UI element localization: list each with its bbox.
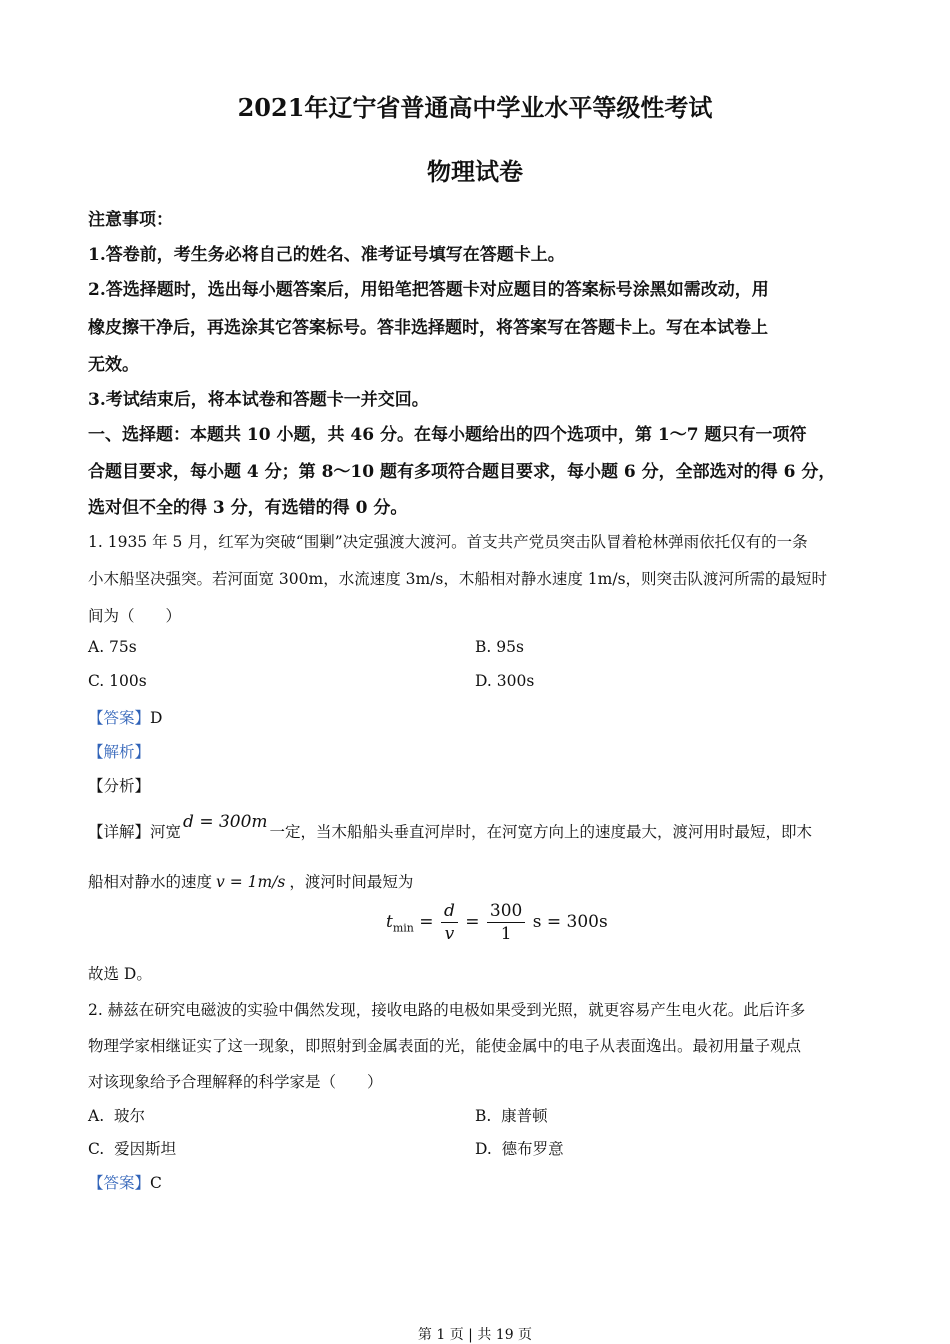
notice-item-3: 3.考试结束后，将本试卷和答题卡一并交回。 (88, 390, 429, 410)
formula-t-subscript: min (392, 921, 414, 935)
formula-fraction-d-over-v (441, 900, 458, 945)
formula-numerator-d: d (441, 900, 458, 923)
q1-answer (88, 706, 162, 728)
exam-subtitle: 物理试卷 (427, 157, 523, 186)
q2-answer-tag: 【答案】 (88, 1174, 151, 1192)
q2-option-c: C. 爱因斯坦 (88, 1140, 177, 1158)
formula-denominator-1: 1 (500, 924, 512, 944)
q1-formula (386, 900, 608, 945)
formula-equals-2: = (465, 912, 480, 932)
q1-detail-text-c: 船相对静水的速度 (88, 873, 213, 891)
q1-detail-text-a: 河宽 (150, 823, 182, 841)
q1-detail-text-b: 一定，当木船船头垂直河岸时，在河宽方向上的速度最大，渡河用时最短，即木 (269, 823, 813, 841)
q2-option-b: B. 康普顿 (475, 1107, 548, 1125)
q1-detail-text-d: ，渡河时间最短为 (289, 873, 414, 891)
q1-answer-tag: 【答案】 (88, 709, 151, 727)
q1-detail-line-1 (88, 812, 813, 842)
formula-fraction-300-over-1 (487, 900, 525, 945)
q2-stem-line-2: 物理学家相继证实了这一现象，即照射到金属表面的光，能使金属中的电子从表面逸出。最初用量子观点 (88, 1037, 802, 1055)
q1-stem-line-2: 小木船坚决强突。若河面宽 300m，水流速度 3m/s，木船相对静水速度 1m/s，则突击队渡河所需的最短时 (88, 570, 828, 588)
q2-option-d: D. 德布罗意 (475, 1140, 564, 1158)
exam-title: 2021年辽宁省普通高中学业水平等级性考试 (237, 93, 713, 122)
q1-stem-line-1: 1. 1935 年 5 月，红军为突破“围剿”决定强渡大渡河。首支共产党员突击队冒着枪林弹雨依托仅有的一条 (88, 533, 808, 551)
notice-item-2-line-2: 橡皮擦干净后，再选涂其它答案标号。答非选择题时，将答案写在答题卡上。写在本试卷上 (88, 318, 768, 338)
q1-conclusion: 故选 D。 (88, 965, 152, 983)
q1-detail-math-width: d = 300m (183, 812, 268, 832)
section-1-line-3: 选对但不全的得 3 分，有选错的得 0 分。 (88, 498, 408, 518)
q1-option-a: A. 75s (88, 638, 137, 656)
q1-option-b: B. 95s (475, 638, 524, 656)
q2-answer-value: C (150, 1174, 162, 1192)
formula-result: s = 300s (532, 912, 608, 932)
notice-item-2-line-1: 2.答选择题时，选出每小题答案后，用铅笔把答题卡对应题目的答案标号涂黑如需改动，用 (88, 280, 769, 300)
q1-stem-line-3: 间为（ ） (88, 607, 182, 625)
notice-item-2-line-3: 无效。 (88, 355, 139, 375)
q1-detail-line-2 (88, 870, 413, 892)
section-1-line-2: 合题目要求，每小题 4 分；第 8～10 题有多项符合题目要求，每小题 6 分，全部选对的得 6 分， (88, 462, 836, 482)
q1-answer-value: D (150, 709, 163, 727)
q2-answer (88, 1171, 162, 1193)
section-1-line-1: 一、选择题：本题共 10 小题，共 46 分。在每小题给出的四个选项中，第 1～7 题只有一项符 (88, 425, 807, 445)
formula-denominator-v: v (444, 924, 455, 944)
notice-heading: 注意事项： (88, 210, 173, 230)
q2-option-a: A. 玻尔 (88, 1107, 145, 1125)
q1-analysis-tag: 【解析】 (88, 743, 151, 761)
formula-equals-1: = (419, 912, 434, 932)
q2-stem-line-3: 对该现象给予合理解释的科学家是（ ） (88, 1073, 383, 1091)
formula-t: t (386, 912, 393, 932)
q1-detail-tag: 【详解】 (88, 823, 151, 841)
q1-option-c: C. 100s (88, 672, 147, 690)
formula-numerator-300: 300 (487, 900, 525, 923)
q2-stem-line-1: 2. 赫兹在研究电磁波的实验中偶然发现，接收电路的电极如果受到光照，就更容易产生电火花。此后许多 (88, 1001, 806, 1019)
q1-option-d: D. 300s (475, 672, 535, 690)
notice-item-1: 1.答卷前，考生务必将自己的姓名、准考证号填写在答题卡上。 (88, 245, 565, 265)
q1-detail-math-speed: v = 1m/s (216, 873, 286, 891)
q1-fenxi-tag: 【分析】 (88, 777, 151, 795)
page-footer: 第 1 页 | 共 19 页 (417, 1327, 533, 1343)
